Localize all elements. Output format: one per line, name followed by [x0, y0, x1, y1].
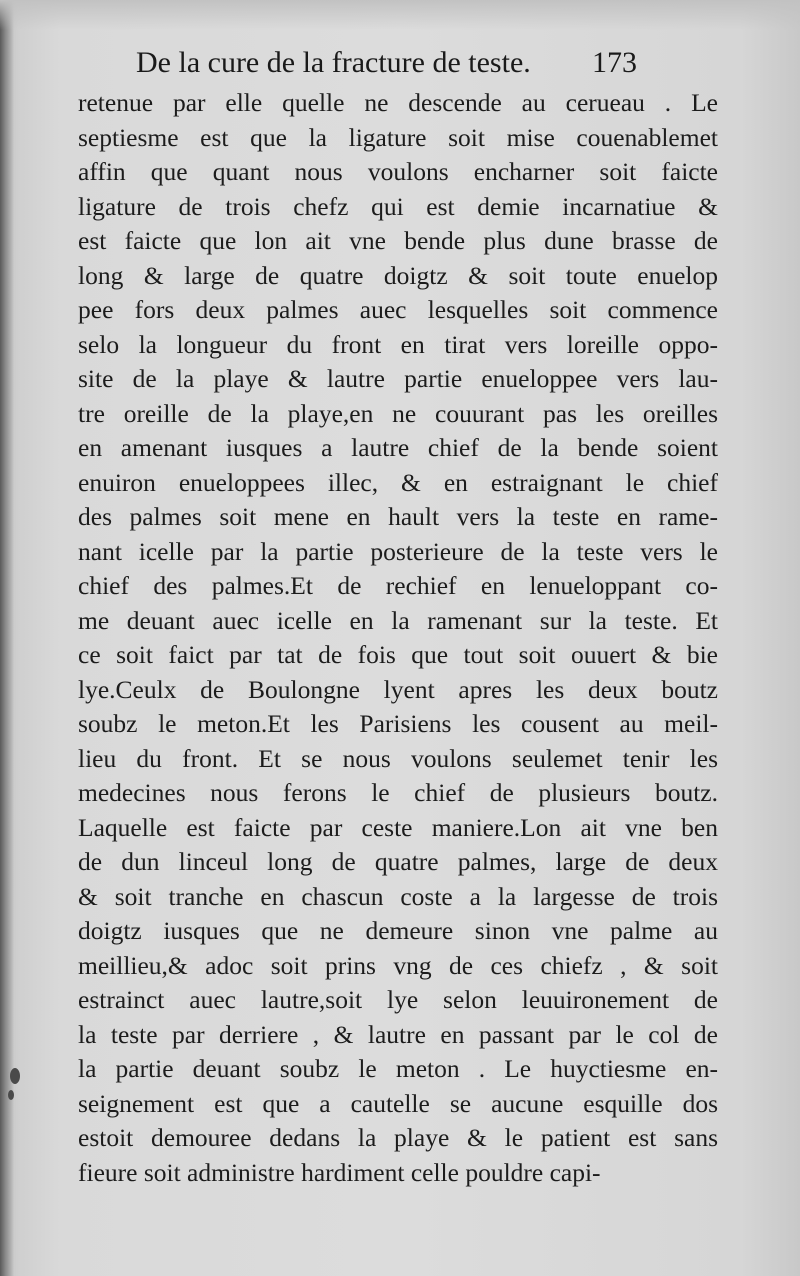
text-line: tre oreille de la playe,en ne couurant pas les oreilles: [78, 398, 718, 428]
text-line: pee fors deux palmes auec lesquelles soit commence: [78, 295, 718, 324]
text-line: selo la longueur du front en tirat vers loreille oppo-: [78, 329, 718, 359]
text-line: medecines nous ferons le chief de plusieurs boutz.: [78, 778, 718, 807]
text-line: lieu du front. Et se nous voulons seulemet tenir les: [78, 743, 718, 773]
text-line: la teste par derriere , & lautre en passant par le col de: [78, 1019, 718, 1049]
text-line: affin que quant nous voulons encharner soit faicte: [78, 157, 718, 186]
text-line: nant icelle par la partie posterieure de la teste vers le: [78, 536, 718, 566]
top-edge-shadow: [0, 0, 800, 30]
text-line: me deuant auec icelle en la ramenant sur la teste. Et: [78, 605, 718, 635]
text-line: meillieu,& adoc soit prins vng de ces chiefz , & soit: [78, 950, 718, 980]
text-line: lye.Ceulx de Boulongne lyent apres les deux boutz: [78, 674, 718, 704]
text-line: estrainct auec lautre,soit lye selon leuuironement de: [78, 985, 718, 1014]
running-title: De la cure de la fracture de teste.: [136, 46, 531, 79]
text-line: chief des palmes.Et de rechief en lenueloppant co-: [78, 571, 718, 600]
text-line: estoit demouree dedans la playe & le patient est sans: [78, 1123, 718, 1152]
text-line: & soit tranche en chascun coste a la largesse de trois: [78, 881, 718, 911]
page-number: 173: [592, 46, 637, 79]
text-line: septiesme est que la ligature soit mise couenablemet: [78, 122, 718, 152]
running-head: [136, 46, 656, 90]
text-line: en amenant iusques a lautre chief de la bende soient: [78, 433, 718, 462]
ink-speck: [10, 1068, 20, 1084]
text-line: enuiron enueloppees illec, & en estraignant le chief: [78, 467, 718, 497]
text-line: est faicte que lon ait vne bende plus dune brasse de: [78, 226, 718, 255]
ink-speck: [8, 1090, 14, 1100]
text-line: de dun linceul long de quatre palmes, large de deux: [78, 847, 718, 876]
text-line: la partie deuant soubz le meton . Le huyctiesme en-: [78, 1054, 718, 1083]
text-line: long & large de quatre doigtz & soit toute enuelop: [78, 260, 718, 290]
text-line: doigtz iusques que ne demeure sinon vne palme au: [78, 916, 718, 945]
text-line: site de la playe & lautre partie enueloppee vers lau-: [78, 364, 718, 393]
text-line: soubz le meton.Et les Parisiens les cousent au meil-: [78, 709, 718, 738]
text-line: Laquelle est faicte par ceste maniere.Lon ait vne ben: [78, 812, 718, 842]
text-line: retenue par elle quelle ne descende au cerueau . Le: [78, 88, 718, 117]
text-line: ligature de trois chefz qui est demie incarnatiue &: [78, 191, 718, 221]
body-text: [78, 86, 718, 1190]
spine-shadow: [0, 0, 14, 1276]
text-line: des palmes soit mene en hault vers la teste en rame-: [78, 502, 718, 531]
text-line: ce soit faict par tat de fois que tout soit ouuert & bie: [78, 640, 718, 669]
text-line: fieure soit administre hardiment celle pouldre capi-: [78, 1157, 601, 1187]
text-line: seignement est que a cautelle se aucune esquille dos: [78, 1088, 718, 1118]
